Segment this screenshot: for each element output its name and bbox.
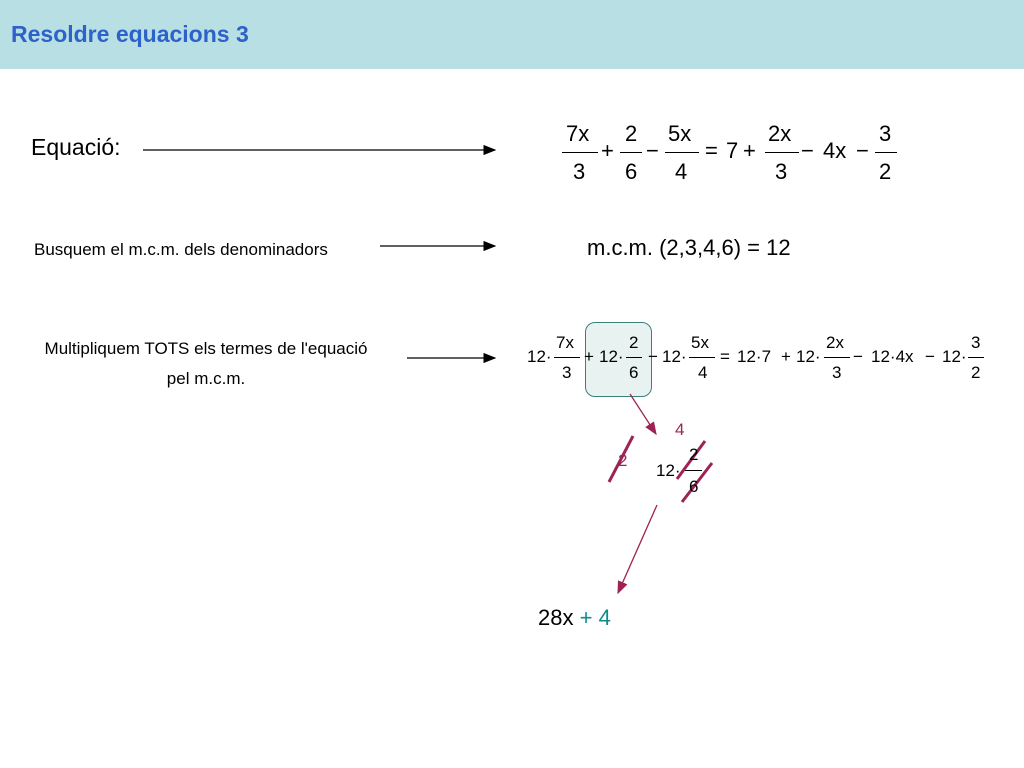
den-4: 4	[675, 159, 688, 184]
den-3: 3	[832, 363, 842, 382]
num-7x: 7x	[556, 333, 574, 352]
reduced-numerator: 4	[675, 420, 685, 439]
result-term: 28x	[538, 605, 574, 630]
strike-coef	[609, 436, 633, 482]
term-4x: 4x	[823, 138, 847, 163]
den-4: 4	[698, 363, 708, 382]
minus-op: −	[801, 138, 814, 163]
plus-op: +	[743, 138, 756, 163]
coef-12: 12·	[662, 347, 687, 366]
strike-den	[682, 463, 712, 502]
coef-12: 12·	[656, 461, 681, 480]
den-6: 6	[625, 159, 638, 184]
plus-op: +	[601, 138, 614, 163]
minus-op: −	[925, 347, 935, 366]
equation-label: Equació:	[31, 134, 121, 160]
minus-op: −	[648, 347, 658, 366]
strike-num	[677, 441, 705, 479]
num-3: 3	[971, 333, 981, 352]
num-2x: 2x	[826, 333, 844, 352]
result-constant: + 4	[579, 605, 611, 630]
equals-op: =	[720, 347, 730, 366]
den-6: 6	[689, 477, 699, 496]
num-2: 2	[629, 333, 639, 352]
plus-op: +	[584, 347, 594, 366]
num-2: 2	[689, 445, 699, 464]
den-3: 3	[573, 159, 586, 184]
den-3: 3	[775, 159, 788, 184]
arrow-to-simplification	[630, 394, 656, 434]
plus-op: +	[781, 347, 791, 366]
den-6: 6	[629, 363, 639, 382]
num-2x: 2x	[768, 121, 792, 146]
coef-12: 12·	[599, 347, 624, 366]
equals-op: =	[705, 138, 718, 163]
coef-12: 12·	[942, 347, 967, 366]
result-expression	[538, 605, 611, 631]
minus-op: −	[646, 138, 659, 163]
term-12-7: 12·7	[737, 347, 772, 366]
num-3: 3	[879, 121, 892, 146]
minus-op: −	[856, 138, 869, 163]
term-7: 7	[726, 138, 739, 163]
minus-op: −	[853, 347, 863, 366]
den-2: 2	[879, 159, 892, 184]
num-5x: 5x	[691, 333, 709, 352]
num-2: 2	[625, 121, 638, 146]
mcm-label: Busquem el m.c.m. dels denominadors	[34, 240, 328, 259]
page-title: Resoldre equacions 3	[11, 21, 249, 47]
den-2: 2	[971, 363, 981, 382]
reduced-coefficient: 2	[618, 451, 628, 470]
coef-12: 12·	[796, 347, 821, 366]
coef-12: 12·	[527, 347, 552, 366]
num-7x: 7x	[566, 121, 590, 146]
mcm-result: m.c.m. (2,3,4,6) = 12	[587, 235, 791, 260]
den-3: 3	[562, 363, 572, 382]
num-5x: 5x	[668, 121, 692, 146]
multiply-label: Multipliquem TOTS els termes de l'equació pel m.c.m.	[44, 339, 368, 388]
arrow-to-result	[618, 505, 657, 593]
term-12-4x: 12·4x	[871, 347, 914, 366]
